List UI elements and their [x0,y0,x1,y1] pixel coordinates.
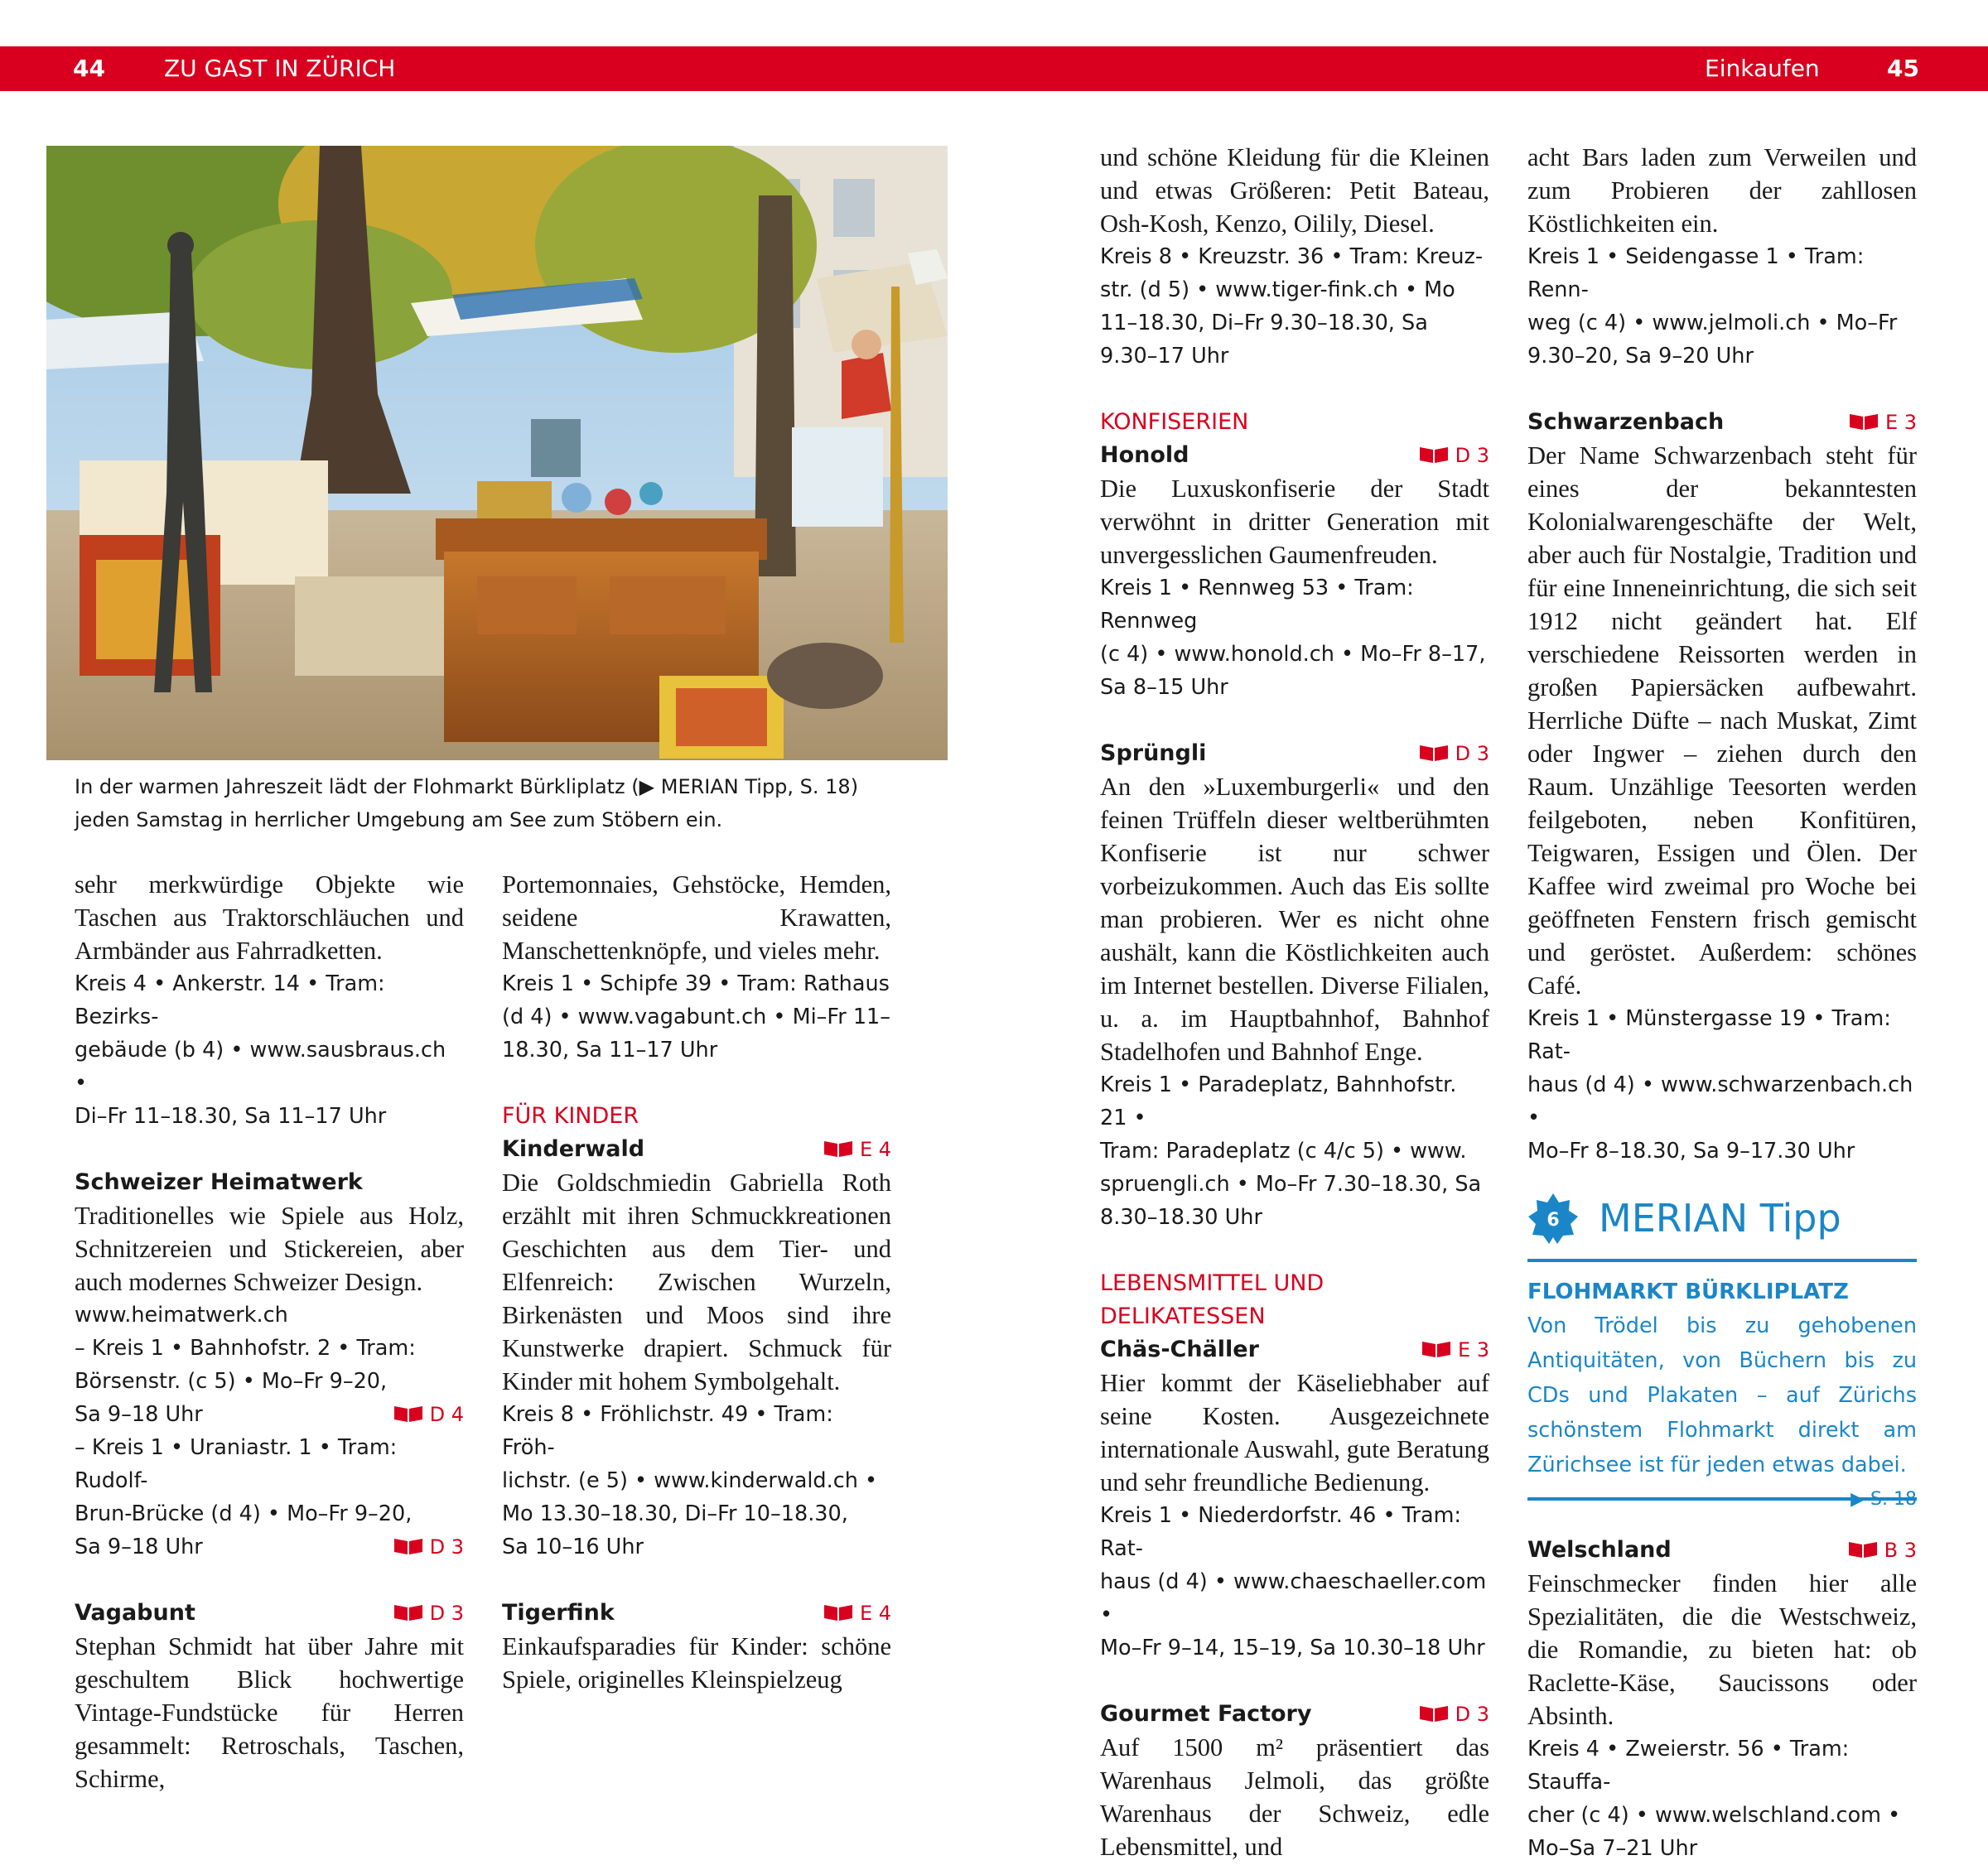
column-2 [502,868,891,1696]
info-line: 9.30–17 Uhr [1100,344,1229,369]
spruengli-info [1100,1068,1489,1234]
tigerfink-info [1100,240,1489,373]
flea-market-photo [46,146,948,760]
info-text: Sa 9–18 Uhr [75,1535,203,1559]
headline-text: Chäs-Chäller [1100,1337,1259,1362]
chaes-info [1100,1499,1489,1665]
info-line: str. (d 5) • www.tiger-fink.ch • Mo [1100,277,1455,302]
chaes-headline [1100,1333,1489,1366]
info-text: Sa 9–18 Uhr [75,1402,203,1427]
info-line: (d 4) • www.vagabunt.ch • Mi–Fr 11– [502,1005,891,1029]
merian-tip-text [1527,1308,1917,1510]
book-map-icon [1419,1704,1449,1723]
welschland-info [1527,1732,1917,1865]
merian-tip-box [1527,1184,1917,1510]
category-heading: FÜR KINDER [502,1103,639,1129]
book-map-icon [1421,1340,1451,1358]
sausbraus-text: sehr merkwürdige Objekte wie Taschen aus Traktorschläuchen und Armbänder aus Fahrradketten. [75,870,464,965]
category-heading: KONFISERIEN [1100,409,1249,435]
tip-page-reference: ▶ S. 18 [1850,1489,1917,1510]
info-line: weg (c 4) • www.jelmoli.ch • Mo–Fr [1527,311,1898,335]
tigerfink-text-continued: und schöne Kleidung für die Kleinen und etwas Größeren: Petit Bateau, Osh-Kosh, Kenzo, Oilily, Diesel. [1100,143,1489,238]
honold-text: Die Luxuskonfiserie der Stadt verwöhnt in dritter Generation mit unvergesslichen Gaumenfreuden. [1100,475,1489,569]
info-line: Kreis 4 • Ankerstr. 14 • Tram: Bezirks- [75,971,385,1029]
chaes-text: Hier kommt der Käseliebhaber auf seine Kosten. Ausgezeichnete internationale Auswahl, gute Beratung und sehr freundliche Bedienung. [1100,1369,1489,1496]
map-reference [823,1597,891,1630]
map-reference [393,1398,464,1431]
info-line: 11–18.30, Di–Fr 9.30–18.30, Sa [1100,311,1428,335]
right-page-number: 45 [1887,55,1919,82]
map-reference [393,1597,464,1630]
headline-text: Kinderwald [502,1136,645,1162]
map-ref-text: D 3 [429,1535,464,1559]
book-map-icon [1848,1540,1878,1559]
tip-number: 6 [1546,1210,1560,1231]
info-line: haus (d 4) • www.schwarzenbach.ch • [1527,1072,1913,1130]
map-ref-text: D 3 [1455,742,1489,765]
map-ref-text: E 4 [859,1602,891,1625]
schwarzenbach-text: Der Name Schwarzenbach steht für eines der bekanntesten Kolonialwarengeschäfte der Welt, aber auch für Nostalgie, Tradition und für eine Inneneinrichtung, die sich seit 1912 nicht geändert hat. Elf verschiedene Reissorten werden in großen Papiersäcken aufbewahrt. Herrliche Düfte – nach Muskat, Zimt oder Ingwer – ziehen durch den Raum. Unzählige Teesorten werden feilgeboten, neben Konfitüren, Teigwaren, Essigen und Ölen. Der Kaffee wird zweimal pro Woche bei geöffneten Fenstern frisch gemischt und geröstet. Außerdem: schönes Café. [1527,441,1917,1000]
info-line: Mo–Fr 8–18.30, Sa 9–17.30 Uhr [1527,1139,1855,1164]
info-line: Kreis 1 • Paradeplatz, Bahnhofstr. 21 • [1100,1072,1457,1130]
vagabunt-text: Stephan Schmidt hat über Jahre mit geschultem Blick hochwertige Vintage-Fundstücke für Herren gesammelt: Retroschals, Taschen, Schirme, [75,1632,464,1793]
kinderwald-info [502,1398,891,1564]
map-ref-text: E 3 [1457,1338,1489,1361]
tip-body-text: Von Trödel bis zu gehobenen Antiquitäten, von Büchern bis zu CDs und Plakaten – auf Zürichs schönstem Flohmarkt direkt am Zürichsee ist für jeden etwas dabei. [1527,1313,1917,1477]
info-line: 9.30–20, Sa 9–20 Uhr [1527,344,1754,369]
map-ref-text: D 3 [1455,444,1489,467]
info-line: cher (c 4) • www.welschland.com • [1527,1803,1901,1828]
category-heading: LEBENSMITTEL UND DELIKATESSEN [1100,1270,1325,1329]
map-reference [1848,1534,1917,1567]
map-ref-text: E 4 [859,1138,891,1161]
gourmet-headline [1100,1698,1489,1731]
map-ref-text: B 3 [1884,1539,1917,1562]
info-line: – Kreis 1 • Bahnhofstr. 2 • Tram: [75,1336,416,1361]
info-line: (c 4) • www.honold.ch • Mo–Fr 8–17, [1100,642,1486,667]
caption-line-1: In der warmen Jahreszeit lädt der Flohmarkt Bürkliplatz (▶ MERIAN Tipp, S. 18) [75,775,859,798]
gourmet-info [1527,240,1917,373]
kinderwald-text: Die Goldschmiedin Gabriella Roth erzählt mit ihren Schmuckkreationen Geschichten aus dem Tier- und Elfenreich: Zwischen Wurzeln, Birkenästen und Moos sind ihre Kunstwerke drapiert. Schmuck für Kinder mit hohem Symbolgehalt. [502,1169,891,1395]
info-line-with-ref [75,1530,464,1564]
tigerfink-headline [502,1597,891,1630]
vagabunt-headline [75,1597,464,1630]
right-running-title: Einkaufen [1705,55,1820,82]
book-map-icon [823,1140,853,1158]
info-line: Kreis 1 • Münstergasse 19 • Tram: Rat- [1527,1006,1891,1064]
caption-line-2: jeden Samstag in herrlicher Umgebung am See zum Stöbern ein. [75,808,723,831]
map-reference [1419,439,1489,472]
column-1 [75,868,464,1795]
heimatwerk-text: Traditionelles wie Spiele aus Holz, Schnitzereien und Stickereien, aber auch modernes Schweizer Design. [75,1202,464,1296]
tigerfink-text: Einkaufsparadies für Kinder: schöne Spiele, originelles Kleinspielzeug [502,1632,891,1694]
info-line: Tram: Paradeplatz (c 4/c 5) • www. [1100,1139,1467,1164]
vagabunt-info [502,967,891,1067]
welschland-headline [1527,1534,1917,1567]
info-line: Sa 8–15 Uhr [1100,675,1228,700]
info-line: Kreis 4 • Zweierstr. 56 • Tram: Stauffa- [1527,1737,1850,1795]
info-line: Sa 10–16 Uhr [502,1535,644,1559]
headline-text: Honold [1100,442,1189,468]
sausbraus-info [75,967,464,1133]
map-ref-text: E 3 [1884,411,1917,434]
info-line: – Kreis 1 • Uraniastr. 1 • Tram: Rudolf- [75,1435,398,1493]
book-map-icon [393,1405,423,1423]
map-reference [393,1530,464,1564]
info-line: 8.30–18.30 Uhr [1100,1205,1262,1230]
book-map-icon [1419,446,1449,464]
spruengli-headline [1100,737,1489,770]
merian-tip-header [1527,1184,1917,1262]
merian-tip-subtitle: FLOHMARKT BÜRKLIPLATZ [1527,1279,1849,1304]
info-line: Brun-Brücke (d 4) • Mo–Fr 9–20, [75,1501,413,1526]
info-line: gebäude (b 4) • www.sausbraus.ch • [75,1038,446,1096]
left-running-title: ZU GAST IN ZÜRICH [164,55,396,82]
photo-caption [75,770,944,836]
map-reference [1421,1333,1489,1366]
info-line: Mo–Sa 7–21 Uhr [1527,1836,1698,1861]
book-map-icon [393,1537,423,1555]
info-line: Di–Fr 11–18.30, Sa 11–17 Uhr [75,1104,387,1129]
schwarzenbach-info [1527,1002,1917,1168]
map-reference [1419,737,1489,770]
running-header [0,46,1988,91]
info-line-with-ref [75,1398,464,1431]
info-line: Mo–Fr 9–14, 15–19, Sa 10.30–18 Uhr [1100,1636,1485,1660]
book-map-icon [1849,412,1879,431]
book-map-icon [1419,744,1449,762]
column-3 [1100,141,1489,1863]
info-line: lichstr. (e 5) • www.kinderwald.ch • [502,1468,878,1493]
info-line: 18.30, Sa 11–17 Uhr [502,1038,718,1063]
headline-text: Schwarzenbach [1527,409,1725,435]
heimatwerk-info [75,1299,464,1564]
info-line: Kreis 1 • Rennweg 53 • Tram: Rennweg [1100,576,1414,634]
info-line: Börsenstr. (c 5) • Mo–Fr 9–20, [75,1369,388,1394]
headline-text: Gourmet Factory [1100,1701,1312,1727]
honold-info [1100,571,1489,704]
info-line: Mo 13.30–18.30, Di–Fr 10–18.30, [502,1501,848,1526]
kinderwald-headline [502,1133,891,1166]
info-line: Kreis 8 • Fröhlichstr. 49 • Tram: Fröh- [502,1402,833,1460]
headline-text: Sprüngli [1100,740,1207,766]
honold-headline [1100,439,1489,472]
headline-text: Welschland [1527,1537,1672,1563]
map-ref-text: D 4 [429,1403,464,1426]
book-map-icon [823,1603,853,1622]
info-line: Kreis 1 • Niederdorfstr. 46 • Tram: Rat- [1100,1503,1462,1561]
map-reference [1419,1698,1489,1731]
merian-tip-title: MERIAN Tipp [1599,1196,1841,1241]
info-line: spruengli.ch • Mo–Fr 7.30–18.30, Sa [1100,1172,1482,1197]
column-4 [1527,141,1917,1865]
map-ref-text: D 3 [429,1602,464,1625]
info-line: haus (d 4) • www.chaeschaeller.com • [1100,1569,1487,1627]
heimatwerk-headline: Schweizer Heimatwerk [75,1169,363,1195]
heimatwerk-url: www.heimatwerk.ch [75,1303,288,1328]
welschland-text: Feinschmecker finden hier alle Spezialitäten, die die Westschweiz, die Romandie, zu bieten hat: ob Raclette-Käse, Saucissons oder Absinth. [1527,1569,1917,1730]
info-line: Kreis 1 • Schipfe 39 • Tram: Rathaus [502,971,890,996]
spruengli-text: An den »Luxemburgerli« und den feinen Trüffeln dieser weltberühmten Konfiserie ist nur schwer vorbeizukommen. Auch das Eis sollte man probieren. Wer es nicht ohne aushält, kann die Köstlichkeiten auch im Internet bestellen. Diverse Filialen, u. a. im Hauptbahnhof, Bahnhof Stadelhofen und Bahnhof Enge. [1100,773,1489,1066]
vagabunt-text-continued: Portemonnaies, Gehstöcke, Hemden, seidene Krawatten, Manschettenknöpfe, und vieles mehr. [502,870,891,965]
gourmet-text-continued: acht Bars laden zum Verweilen und zum Probieren der zahllosen Köstlichkeiten ein. [1527,143,1917,238]
schwarzenbach-headline [1527,406,1917,439]
headline-text: Tigerfink [502,1600,615,1626]
headline-text: Vagabunt [75,1600,195,1626]
left-page-number: 44 [73,55,105,82]
gourmet-text: Auf 1500 m² präsentiert das Warenhaus Jelmoli, das größte Warenhaus der Schweiz, edle Lebensmittel, und [1100,1733,1489,1861]
book-map-icon [393,1603,423,1622]
map-ref-text: D 3 [1455,1703,1489,1726]
map-reference [823,1133,891,1166]
star-badge-icon [1527,1193,1579,1244]
info-line: Kreis 1 • Seidengasse 1 • Tram: Renn- [1527,244,1865,302]
info-line: Kreis 8 • Kreuzstr. 36 • Tram: Kreuz- [1100,244,1484,269]
map-reference [1849,406,1917,439]
